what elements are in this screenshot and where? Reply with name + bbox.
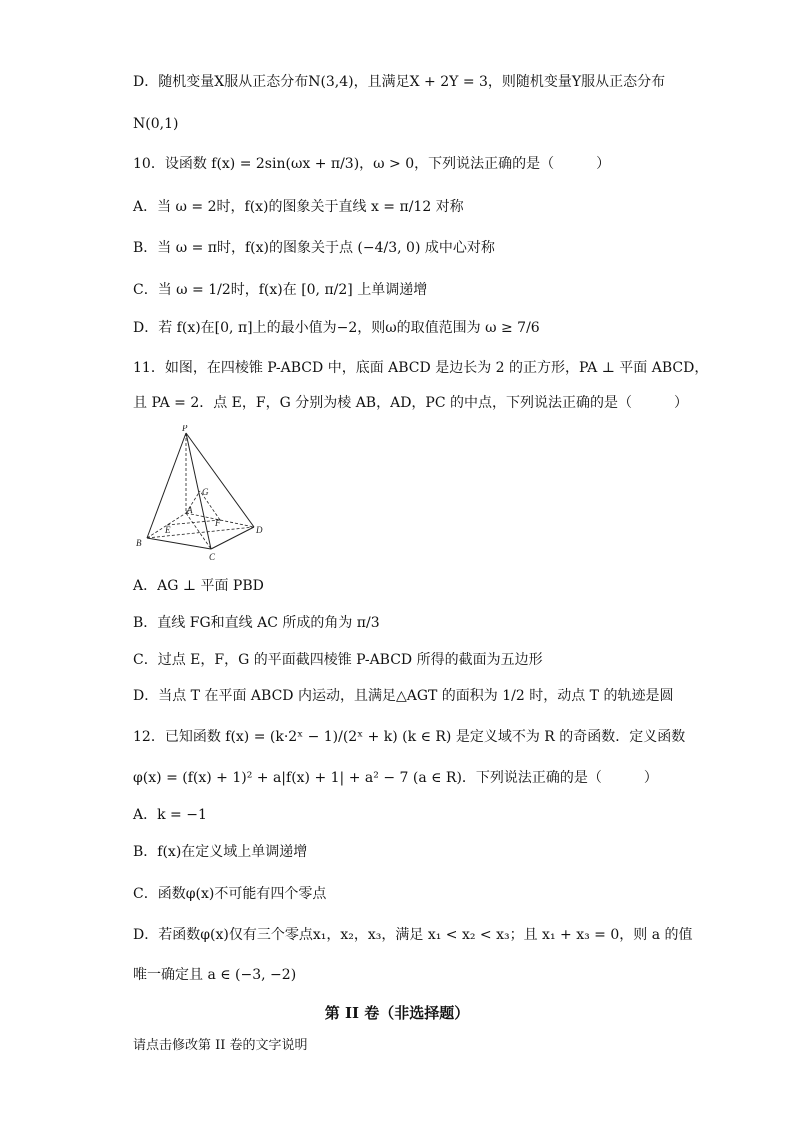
label-p: P [182,425,188,433]
q12-option-d: D．若函数φ(x)仅有三个零点x₁，x₂，x₃，满足 x₁ < x₂ < x₃；且 x₁ + x₃ = 0，则 a 的值 [133,927,693,943]
q12-stem-cont: φ(x) = (f(x) + 1)² + a|f(x) + 1| + a² − 7 (a ∈ R)．下列说法正确的是（ ） [133,770,658,786]
q12-option-a: A．k = −1 [133,807,207,823]
q10-stem: 10．设函数 f(x) = 2sin(ωx + π/3)，ω > 0，下列说法正确的是（ ） [133,156,611,172]
q9-option-d-cont: N(0,1) [133,116,179,132]
q9-option-d: D．随机变量X服从正态分布N(3,4)，且满足X + 2Y = 3，则随机变量Y服从正态分布 [133,74,666,90]
q12-stem: 12．已知函数 f(x) = (k·2ˣ − 1)/(2ˣ + k) (k ∈ R) 是定义域不为 R 的奇函数．定义函数 [133,729,686,745]
label-f: F [215,518,221,528]
label-a: A [187,505,193,515]
q11-option-c: C．过点 E，F，G 的平面截四棱锥 P-ABCD 所得的截面为五边形 [133,652,543,668]
q10-option-c: C．当 ω = 1/2时，f(x)在 [0, π/2] 上单调递增 [133,282,428,298]
q12-option-b: B．f(x)在定义域上单调递增 [133,844,308,860]
q10-option-d: D．若 f(x)在[0, π]上的最小值为−2，则ω的取值范围为 ω ≥ 7/6 [133,320,540,336]
pyramid-figure [125,425,285,565]
q11-option-d: D．当点 T 在平面 ABCD 内运动，且满足△AGT 的面积为 1/2 时，动点 T 的轨迹是圆 [133,688,674,704]
label-e: E [165,525,171,535]
q12-option-c: C．函数φ(x)不可能有四个零点 [133,886,327,902]
section-title: 第 II 卷（非选择题） [324,1004,470,1022]
q11-stem: 11．如图，在四棱锥 P-ABCD 中，底面 ABCD 是边长为 2 的正方形，PA ⊥ 平面 ABCD， [133,360,709,376]
q11-stem-cont: 且 PA = 2．点 E，F，G 分别为棱 AB，AD，PC 的中点，下列说法正确的是（ ） [133,395,689,411]
section-note[interactable]: 请点击修改第 II 卷的文字说明 [133,1038,308,1053]
q10-option-a: A．当 ω = 2时，f(x)的图象关于直线 x = π/12 对称 [133,199,464,215]
label-d: D [256,525,263,535]
q12-option-d-cont: 唯一确定且 a ∈ (−3, −2) [133,967,297,983]
label-b: B [136,538,142,548]
q11-option-b: B．直线 FG和直线 AC 所成的角为 π/3 [133,615,380,631]
q10-option-b: B．当 ω = π时，f(x)的图象关于点 (−4/3, 0) 成中心对称 [133,240,495,256]
label-g: G [202,487,209,497]
q11-option-a: A．AG ⊥ 平面 PBD [133,578,264,594]
label-c: C [209,552,216,562]
